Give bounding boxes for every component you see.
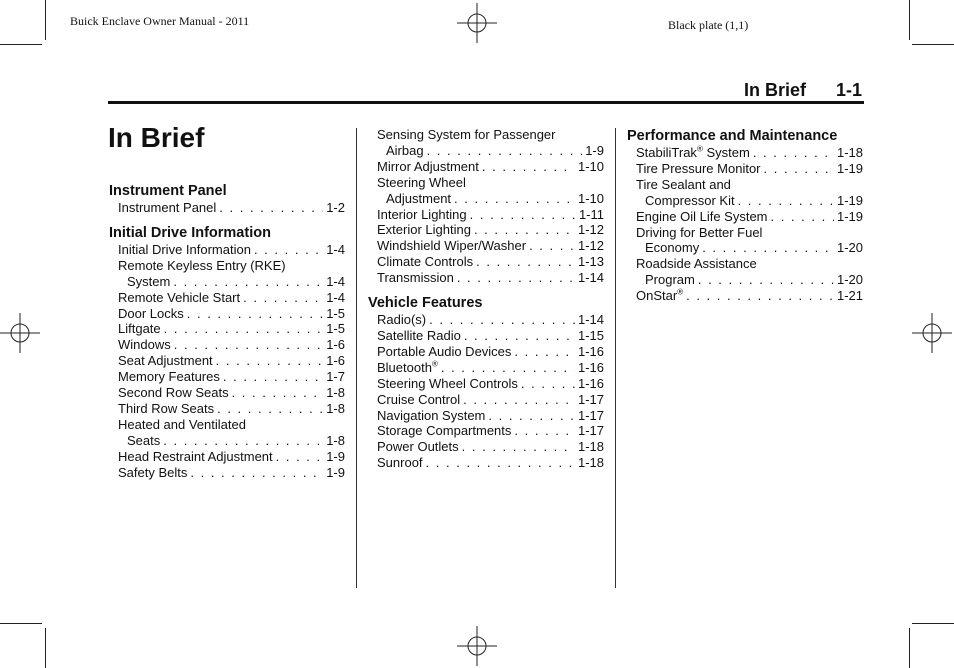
toc-entry[interactable] bbox=[368, 270, 604, 286]
toc-leader-dots bbox=[216, 353, 324, 369]
toc-group-title: Instrument Panel bbox=[109, 183, 227, 199]
toc-entry-line bbox=[636, 145, 863, 161]
toc-leader-dots bbox=[482, 159, 575, 175]
crop-mark bbox=[0, 623, 42, 624]
registered-mark: ® bbox=[696, 144, 703, 154]
toc-entry-line bbox=[118, 200, 345, 216]
toc-leader-dots bbox=[463, 392, 575, 408]
toc-entry-line bbox=[118, 353, 345, 369]
toc-column-3 bbox=[627, 128, 863, 304]
toc-page-number: 1-17 bbox=[577, 423, 604, 439]
toc-entry[interactable] bbox=[368, 423, 604, 439]
toc-leader-dots bbox=[219, 200, 323, 216]
toc-entry-line bbox=[377, 207, 604, 223]
toc-entry-title: Exterior Lighting bbox=[377, 222, 471, 238]
toc-entry-title: Initial Drive Information bbox=[118, 241, 251, 257]
toc-entry-line bbox=[118, 417, 345, 433]
print-header-left: Buick Enclave Owner Manual - 2011 bbox=[70, 14, 250, 28]
toc-entry-title: Heated and Ventilated bbox=[118, 416, 246, 432]
toc-entry[interactable] bbox=[368, 207, 604, 223]
toc-leader-dots bbox=[686, 288, 834, 304]
crop-mark bbox=[909, 628, 910, 668]
toc-entry-title: Navigation System bbox=[377, 407, 486, 423]
registration-mark-icon bbox=[457, 626, 497, 666]
toc-page-number: 1-12 bbox=[577, 222, 604, 238]
toc-page-number: 1-17 bbox=[577, 407, 604, 423]
toc-entry-title: Roadside Assistance bbox=[636, 256, 757, 272]
toc-leader-dots bbox=[702, 240, 834, 256]
toc-page-number: 1-8 bbox=[326, 400, 345, 416]
toc-entry-line bbox=[118, 290, 345, 306]
toc-entry-line bbox=[118, 242, 345, 258]
toc-page-number: 1-4 bbox=[326, 241, 345, 257]
toc-entry-title: Safety Belts bbox=[118, 464, 188, 480]
toc-page-number: 1-5 bbox=[326, 321, 345, 337]
toc-page-number: 1-4 bbox=[326, 273, 345, 289]
toc-entry[interactable] bbox=[109, 417, 345, 449]
toc-page-number: 1-9 bbox=[585, 142, 604, 158]
toc-entry[interactable] bbox=[368, 328, 604, 344]
toc-group-title: Initial Drive Information bbox=[109, 224, 271, 241]
toc-entry[interactable] bbox=[368, 222, 604, 238]
toc-leader-dots bbox=[771, 209, 834, 225]
toc-entry[interactable] bbox=[109, 465, 345, 481]
toc-leader-dots bbox=[514, 423, 575, 439]
toc-entry-line bbox=[636, 272, 863, 288]
toc-leader-dots bbox=[163, 433, 323, 449]
toc-entry-line bbox=[377, 376, 604, 392]
toc-page-number: 1-6 bbox=[326, 337, 345, 353]
toc-page-number: 1-16 bbox=[577, 375, 604, 391]
toc-entry-title: OnStar® bbox=[636, 287, 684, 304]
toc-page-number: 1-12 bbox=[577, 238, 604, 254]
header-rule bbox=[108, 101, 864, 104]
crop-mark bbox=[0, 44, 42, 45]
toc-page-number: 1-9 bbox=[326, 448, 345, 464]
toc-entry[interactable] bbox=[368, 439, 604, 455]
toc-entry-line bbox=[377, 328, 604, 344]
toc-page-number: 1-19 bbox=[836, 192, 863, 208]
toc-page-number: 1-10 bbox=[577, 190, 604, 206]
toc-entry-line bbox=[377, 127, 604, 143]
toc-page-number: 1-16 bbox=[577, 359, 604, 375]
toc-leader-dots bbox=[217, 401, 323, 417]
toc-page-number: 1-7 bbox=[326, 369, 345, 385]
toc-leader-dots bbox=[514, 344, 575, 360]
toc-page-number: 1-19 bbox=[836, 208, 863, 224]
page-title: In Brief bbox=[108, 122, 205, 153]
toc-entry-line bbox=[377, 408, 604, 424]
toc-entry-line bbox=[636, 256, 863, 272]
toc-entry[interactable] bbox=[368, 455, 604, 471]
toc-entry-title: Remote Vehicle Start bbox=[118, 289, 241, 305]
toc-leader-dots bbox=[276, 449, 324, 465]
toc-leader-dots bbox=[174, 337, 323, 353]
toc-entry[interactable] bbox=[627, 145, 863, 161]
toc-entry-line bbox=[377, 455, 604, 471]
toc-entry-line bbox=[377, 439, 604, 455]
toc-leader-dots bbox=[698, 272, 834, 288]
toc-leader-dots bbox=[427, 143, 583, 159]
toc-leader-dots bbox=[187, 306, 323, 322]
toc-entry-title: Program bbox=[645, 272, 695, 288]
toc-entry-line bbox=[118, 258, 345, 274]
toc-entry-title: Adjustment bbox=[386, 190, 452, 206]
toc-entry-line bbox=[118, 369, 345, 385]
toc-leader-dots bbox=[521, 376, 575, 392]
toc-entry[interactable] bbox=[109, 258, 345, 290]
toc-entry-title: Economy bbox=[645, 240, 700, 256]
toc-entry-line bbox=[118, 274, 345, 290]
toc-entry-title: Third Row Seats bbox=[118, 400, 215, 416]
toc-page-number: 1-13 bbox=[577, 254, 604, 270]
toc-entry[interactable] bbox=[627, 256, 863, 288]
toc-entry[interactable] bbox=[109, 449, 345, 465]
toc-entry-line bbox=[377, 312, 604, 328]
registration-mark-icon bbox=[0, 313, 40, 353]
toc-leader-dots bbox=[426, 455, 575, 471]
toc-page-number: 1-20 bbox=[836, 240, 863, 256]
toc-leader-dots bbox=[164, 321, 324, 337]
toc-entry-title: Seats bbox=[127, 432, 161, 448]
toc-entry[interactable] bbox=[368, 127, 604, 159]
toc-entry-line bbox=[118, 449, 345, 465]
toc-entry-line bbox=[118, 433, 345, 449]
toc-entry-line bbox=[118, 306, 345, 322]
toc-entry-line bbox=[636, 177, 863, 193]
registered-mark: ® bbox=[431, 359, 438, 369]
toc-entry-title: Windshield Wiper/Washer bbox=[377, 238, 527, 254]
toc-entry-line bbox=[636, 288, 863, 304]
toc-entry[interactable] bbox=[627, 161, 863, 177]
column-divider bbox=[356, 128, 357, 588]
toc-entry-line bbox=[118, 401, 345, 417]
toc-entry-line bbox=[377, 360, 604, 376]
toc-entry-title: Storage Compartments bbox=[377, 423, 512, 439]
toc-entry[interactable] bbox=[368, 159, 604, 175]
toc-leader-dots bbox=[738, 193, 834, 209]
toc-column-1 bbox=[109, 183, 345, 481]
toc-entry-title: Steering Wheel bbox=[377, 174, 466, 190]
toc-page-number: 1-19 bbox=[836, 160, 863, 176]
toc-entry[interactable] bbox=[368, 408, 604, 424]
toc-entry-title: Second Row Seats bbox=[118, 385, 229, 401]
toc-entry-title: Compressor Kit bbox=[645, 192, 735, 208]
registration-mark-icon bbox=[912, 313, 952, 353]
toc-entry[interactable] bbox=[368, 344, 604, 360]
toc-entry-title: Interior Lighting bbox=[377, 206, 467, 222]
toc-page-number: 1-8 bbox=[326, 385, 345, 401]
toc-page-number: 1-14 bbox=[577, 312, 604, 328]
toc-entry-title: Head Restraint Adjustment bbox=[118, 448, 273, 464]
toc-entry[interactable] bbox=[109, 385, 345, 401]
toc-page-number: 1-8 bbox=[326, 432, 345, 448]
toc-page-number: 1-21 bbox=[836, 288, 863, 304]
toc-entry[interactable] bbox=[368, 238, 604, 254]
toc-entry-line bbox=[377, 159, 604, 175]
toc-column-2 bbox=[368, 127, 604, 471]
crop-mark bbox=[45, 0, 46, 40]
toc-entry-title: Cruise Control bbox=[377, 391, 461, 407]
toc-entry-line bbox=[118, 321, 345, 337]
toc-entry-line bbox=[377, 254, 604, 270]
toc-entry[interactable] bbox=[627, 225, 863, 257]
toc-entry-title: Airbag bbox=[386, 142, 424, 158]
toc-entry-line bbox=[377, 222, 604, 238]
toc-leader-dots bbox=[254, 242, 323, 258]
toc-entry-line bbox=[377, 143, 604, 159]
toc-leader-dots bbox=[243, 290, 323, 306]
toc-entry-title: Sensing System for Passenger bbox=[377, 127, 556, 142]
toc-leader-dots bbox=[476, 254, 575, 270]
column-divider bbox=[615, 128, 616, 588]
toc-entry-line bbox=[636, 225, 863, 241]
toc-entry-title: Power Outlets bbox=[377, 439, 459, 455]
toc-entry[interactable] bbox=[109, 369, 345, 385]
toc-entry-title: Radio(s) bbox=[377, 312, 427, 328]
toc-entry-title: Driving for Better Fuel bbox=[636, 224, 763, 240]
toc-page-number: 1-18 bbox=[836, 145, 863, 160]
toc-entry-title: Tire Sealant and bbox=[636, 176, 731, 192]
toc-entry-title: StabiliTrak® System bbox=[636, 144, 750, 160]
toc-entry[interactable] bbox=[368, 376, 604, 392]
toc-entry[interactable] bbox=[627, 177, 863, 209]
toc-page-number: 1-20 bbox=[836, 272, 863, 288]
toc-group-title: Vehicle Features bbox=[368, 295, 483, 312]
toc-leader-dots bbox=[753, 145, 834, 161]
toc-entry-line bbox=[377, 175, 604, 191]
section-header bbox=[744, 80, 862, 101]
toc-page-number: 1-5 bbox=[326, 305, 345, 321]
toc-entry-title: System bbox=[127, 273, 171, 289]
toc-page-number: 1-16 bbox=[577, 343, 604, 359]
toc-entry-title: Tire Pressure Monitor bbox=[636, 160, 761, 176]
toc-leader-dots bbox=[429, 312, 575, 328]
toc-page-number: 1-9 bbox=[326, 464, 345, 480]
toc-page-number: 1-2 bbox=[326, 200, 345, 215]
toc-leader-dots bbox=[464, 328, 575, 344]
toc-entry[interactable] bbox=[109, 337, 345, 353]
toc-entry-line bbox=[377, 392, 604, 408]
toc-page-number: 1-11 bbox=[578, 206, 604, 222]
toc-entry[interactable] bbox=[109, 321, 345, 337]
toc-page-number: 1-10 bbox=[577, 158, 604, 174]
toc-entry-title: Transmission bbox=[377, 270, 454, 286]
toc-entry[interactable] bbox=[368, 312, 604, 328]
toc-entry-line bbox=[118, 465, 345, 481]
toc-page-number: 1-14 bbox=[577, 270, 604, 286]
toc-leader-dots bbox=[190, 465, 323, 481]
toc-leader-dots bbox=[454, 191, 575, 207]
toc-entry-title: Portable Audio Devices bbox=[377, 343, 512, 359]
toc-entry[interactable] bbox=[109, 290, 345, 306]
toc-entry-title: Liftgate bbox=[118, 321, 161, 337]
toc-page-number: 1-4 bbox=[326, 289, 345, 305]
toc-leader-dots bbox=[474, 222, 575, 238]
toc-entry-title: Steering Wheel Controls bbox=[377, 375, 518, 391]
toc-leader-dots bbox=[529, 238, 575, 254]
toc-leader-dots bbox=[223, 369, 323, 385]
toc-leader-dots bbox=[457, 270, 575, 286]
toc-entry[interactable] bbox=[368, 360, 604, 376]
toc-entry-title: Engine Oil Life System bbox=[636, 208, 768, 224]
toc-group-title: Performance and Maintenance bbox=[627, 128, 838, 144]
toc-entry-title: Seat Adjustment bbox=[118, 353, 213, 369]
toc-entry-title: Mirror Adjustment bbox=[377, 158, 479, 174]
toc-entry[interactable] bbox=[109, 306, 345, 322]
toc-entry-title: Sunroof bbox=[377, 455, 423, 471]
toc-entry-title: Door Locks bbox=[118, 305, 184, 321]
toc-entry[interactable] bbox=[109, 401, 345, 417]
toc-entry-line bbox=[377, 423, 604, 439]
toc-entry-line bbox=[377, 238, 604, 254]
toc-entry[interactable] bbox=[109, 200, 345, 216]
registered-mark: ® bbox=[677, 287, 684, 297]
toc-entry[interactable] bbox=[109, 242, 345, 258]
toc-entry-line bbox=[636, 209, 863, 225]
toc-entry-line bbox=[377, 344, 604, 360]
toc-entry[interactable] bbox=[627, 209, 863, 225]
toc-entry[interactable] bbox=[109, 353, 345, 369]
toc-entry-line bbox=[377, 191, 604, 207]
registration-mark-icon bbox=[457, 3, 497, 43]
toc-leader-dots bbox=[173, 274, 323, 290]
toc-entry-line bbox=[636, 240, 863, 256]
section-header-title: In Brief bbox=[743, 80, 806, 100]
toc-entry-title: Memory Features bbox=[118, 369, 220, 385]
toc-page-number: 1-18 bbox=[577, 439, 604, 455]
toc-leader-dots bbox=[488, 408, 575, 424]
toc-entry[interactable] bbox=[368, 254, 604, 270]
toc-entry-title: Bluetooth® bbox=[377, 359, 438, 375]
toc-page-number: 1-17 bbox=[577, 391, 604, 407]
toc-entry-title: Climate Controls bbox=[377, 254, 474, 270]
toc-entry-title: Satellite Radio bbox=[377, 327, 461, 343]
crop-mark bbox=[909, 0, 910, 40]
toc-entry-title: Remote Keyless Entry (RKE) bbox=[118, 257, 286, 273]
toc-entry-title: Instrument Panel bbox=[118, 200, 217, 215]
section-header-page-number: 1-1 bbox=[835, 80, 862, 100]
toc-leader-dots bbox=[462, 439, 575, 455]
toc-leader-dots bbox=[441, 360, 575, 376]
toc-entry-line bbox=[636, 161, 863, 177]
toc-leader-dots bbox=[232, 385, 324, 401]
crop-mark bbox=[912, 623, 954, 624]
toc-page-number: 1-15 bbox=[577, 327, 604, 343]
toc-entry-line bbox=[377, 270, 604, 286]
toc-page-number: 1-18 bbox=[577, 455, 604, 471]
crop-mark bbox=[45, 628, 46, 668]
toc-leader-dots bbox=[764, 161, 834, 177]
crop-mark bbox=[912, 44, 954, 45]
toc-entry-line bbox=[118, 385, 345, 401]
toc-entry-line bbox=[636, 193, 863, 209]
toc-entry[interactable] bbox=[368, 175, 604, 207]
print-header-right: Black plate (1,1) bbox=[668, 18, 749, 32]
toc-entry-title: Windows bbox=[118, 337, 171, 353]
toc-leader-dots bbox=[470, 207, 576, 223]
toc-entry[interactable] bbox=[627, 288, 863, 304]
toc-page-number: 1-6 bbox=[326, 353, 345, 369]
toc-entry[interactable] bbox=[368, 392, 604, 408]
toc-entry-line bbox=[118, 337, 345, 353]
